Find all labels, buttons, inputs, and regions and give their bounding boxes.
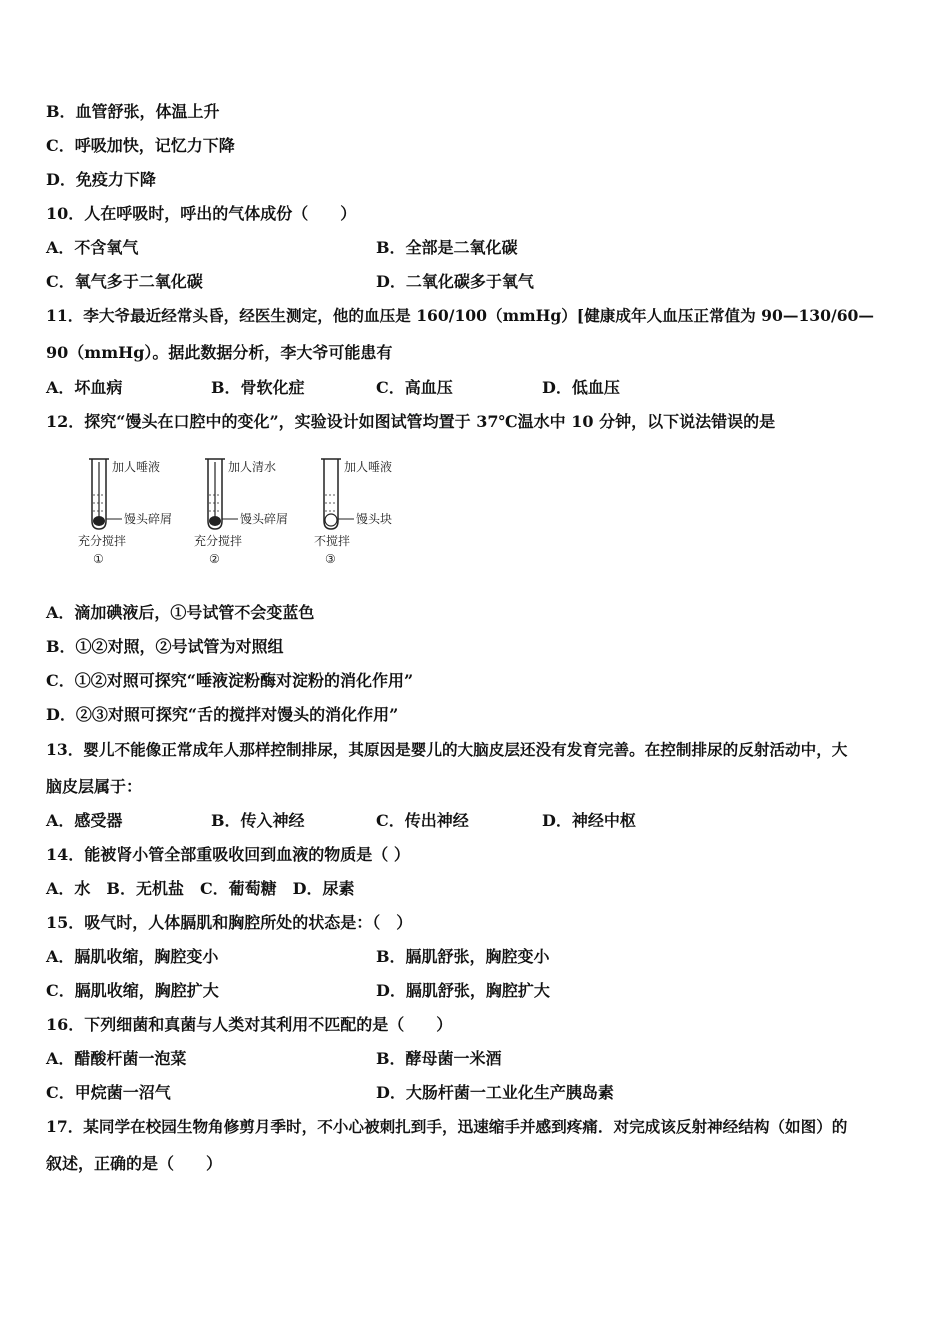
q17-stem-line2: 叙述，正确的是（ ） bbox=[46, 1154, 223, 1173]
tube-1-top-label: 加人唾液 bbox=[112, 460, 161, 474]
q12-option-d: D．②③对照可探究“舌的搅拌对馒头的消化作用” bbox=[46, 705, 399, 724]
q10-option-a: A．不含氧气 bbox=[46, 238, 139, 257]
tube-3-number: ③ bbox=[325, 552, 336, 566]
test-tube-2 bbox=[194, 459, 288, 566]
q17-stem-line1: 17．某同学在校园生物角修剪月季时，不小心被刺扎到手，迅速缩手并感到疼痛．对完成该反射神经结构（如图）的 bbox=[46, 1117, 848, 1136]
q16-option-d: D．大肠杆菌一工业化生产胰岛素 bbox=[376, 1083, 614, 1102]
q13-option-d: D．神经中枢 bbox=[542, 811, 636, 830]
q15-option-a: A．膈肌收缩，胸腔变小 bbox=[46, 947, 219, 966]
q12-option-b: B．①②对照，②号试管为对照组 bbox=[46, 637, 284, 656]
q13-stem-line2: 脑皮层属于： bbox=[46, 777, 143, 796]
q11-option-a: A．坏血病 bbox=[46, 378, 123, 397]
tube-2-side-label: 馒头碎屑 bbox=[240, 512, 289, 526]
tube-2-number: ② bbox=[209, 552, 220, 566]
tube-2-bottom-label: 充分搅拌 bbox=[194, 534, 243, 548]
tube-1-bottom-label: 充分搅拌 bbox=[78, 534, 127, 548]
q15-stem: 15．吸气时，人体膈肌和胸腔所处的状态是：（ ） bbox=[46, 913, 413, 932]
tube-1-side-label: 馒头碎屑 bbox=[124, 512, 173, 526]
q11-option-b: B．骨软化症 bbox=[211, 378, 305, 397]
q14-options: A．水 B．无机盐 C．葡萄糖 D．尿素 bbox=[46, 879, 355, 898]
q9-option-b: B．血管舒张，体温上升 bbox=[46, 102, 220, 121]
q12-option-a: A．滴加碘液后，①号试管不会变蓝色 bbox=[46, 603, 315, 622]
q16-stem: 16．下列细菌和真菌与人类对其利用不匹配的是（ ） bbox=[46, 1015, 453, 1034]
q11-option-d: D．低血压 bbox=[542, 378, 620, 397]
q15-option-b: B．膈肌舒张，胸腔变小 bbox=[376, 947, 550, 966]
tube-1-number: ① bbox=[93, 552, 104, 566]
q14-stem: 14．能被肾小管全部重吸收回到血液的物质是（ ） bbox=[46, 845, 410, 864]
q11-option-c: C．高血压 bbox=[376, 378, 453, 397]
q10-option-b: B．全部是二氧化碳 bbox=[376, 238, 518, 257]
q15-option-d: D．膈肌舒张，胸腔扩大 bbox=[376, 981, 550, 1000]
q15-option-c: C．膈肌收缩，胸腔扩大 bbox=[46, 981, 219, 1000]
q16-option-c: C．甲烷菌一沼气 bbox=[46, 1083, 171, 1102]
q13-option-c: C．传出神经 bbox=[376, 811, 469, 830]
q10-option-d: D．二氧化碳多于氧气 bbox=[376, 272, 534, 291]
q10-options-row1 bbox=[46, 238, 138, 258]
q13-option-b: B．传入神经 bbox=[211, 811, 305, 830]
q12-test-tube-figure bbox=[70, 453, 410, 578]
q10-stem: 10．人在呼吸时，呼出的气体成份（ ） bbox=[46, 204, 357, 223]
q11-stem-line1: 11．李大爷最近经常头昏，经医生测定，他的血压是 160/100（mmHg）[健康成年人血压正常值为 90—130/60— bbox=[46, 306, 874, 325]
tube-3-side-label: 馒头块 bbox=[356, 512, 393, 526]
q9-option-d: D．免疫力下降 bbox=[46, 170, 156, 189]
q11-stem-line2: 90（mmHg）。据此数据分析，李大爷可能患有 bbox=[46, 343, 393, 362]
tube-3-bottom-label: 不搅拌 bbox=[314, 534, 351, 548]
tube-3-top-label: 加人唾液 bbox=[344, 460, 393, 474]
q16-option-a: A．醋酸杆菌一泡菜 bbox=[46, 1049, 187, 1068]
test-tube-1 bbox=[78, 459, 172, 566]
q12-option-c: C．①②对照可探究“唾液淀粉酶对淀粉的消化作用” bbox=[46, 671, 414, 690]
q16-option-b: B．酵母菌一米酒 bbox=[376, 1049, 502, 1068]
test-tube-3 bbox=[314, 459, 392, 566]
tube-2-top-label: 加人清水 bbox=[228, 460, 277, 474]
q12-stem: 12．探究“馒头在口腔中的变化”，实验设计如图试管均置于 37℃温水中 10 分钟，以下说法错误的是 bbox=[46, 412, 776, 431]
q10-option-c: C．氧气多于二氧化碳 bbox=[46, 272, 203, 291]
q13-stem-line1: 13．婴儿不能像正常成年人那样控制排尿，其原因是婴儿的大脑皮层还没有发育完善。在控制排尿的反射活动中，大 bbox=[46, 740, 848, 759]
q13-option-a: A．感受器 bbox=[46, 811, 123, 830]
q9-option-c: C．呼吸加快，记忆力下降 bbox=[46, 136, 235, 155]
